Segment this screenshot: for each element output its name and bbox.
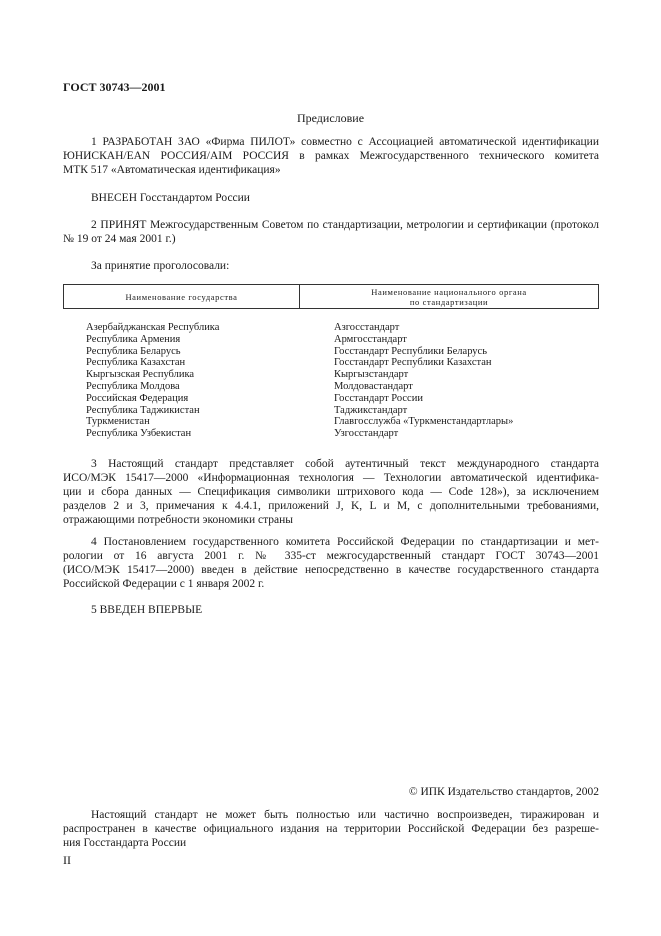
standards-body: Азгосстандарт bbox=[334, 322, 400, 333]
paragraph-line: За принятие проголосовали: bbox=[91, 260, 230, 272]
state-name: Республика Таджикистан bbox=[86, 404, 200, 416]
paragraph-line: 4 Постановлением государственного комитета Российской Федерации по стандартизации и мет- bbox=[91, 536, 599, 548]
column-header-org bbox=[300, 285, 598, 308]
paragraph-line: ИСО/МЭК 15417—2000 «Информационная технология — Технологии автоматической идентифика- bbox=[63, 472, 599, 484]
paragraph-developed bbox=[63, 135, 599, 177]
standards-body: Госстандарт России bbox=[334, 392, 423, 404]
table-row bbox=[86, 346, 606, 358]
paragraph-line: Настоящий стандарт не может быть полностью или частично воспроизведен, тиражирован и bbox=[91, 809, 599, 821]
vote-table-header bbox=[63, 284, 599, 309]
paragraph-line: 1 РАЗРАБОТАН ЗАО «Фирма ПИЛОТ» совместно с Ассоциацией автоматической идентификации bbox=[91, 136, 599, 148]
paragraph-line: 2 ПРИНЯТ Межгосударственным Советом по стандартизации, метрологии и сертификации (протокол bbox=[91, 219, 599, 231]
paragraph-line: ЮНИСКАН/EAN РОССИЯ/AIM РОССИЯ в рамках Межгосударственного технического комитета bbox=[63, 150, 599, 162]
table-row bbox=[86, 428, 606, 440]
paragraph-line: рологии от 16 августа 2001 г. № 335-ст межгосударственный стандарт ГОСТ 30743—2001 bbox=[63, 550, 599, 562]
standards-body: Таджикстандарт bbox=[334, 404, 408, 416]
table-row bbox=[86, 393, 606, 405]
paragraph-voted-for bbox=[63, 259, 599, 273]
vote-table-rows bbox=[86, 322, 606, 440]
state-name: Республика Молдова bbox=[86, 380, 180, 392]
paragraph-line: (ИСО/МЭК 15417—2000) введен в действие непосредственно в качестве государственного стандарта bbox=[63, 564, 599, 576]
paragraph-line: разделов 2 и 3, примечания к 4.4.1, приложений J, K, L и M, с дополнительными требованиями, bbox=[63, 500, 599, 512]
paragraph-line: Российской Федерации с 1 января 2002 г. bbox=[63, 578, 265, 590]
standards-body: Армгосстандарт bbox=[334, 333, 407, 345]
table-row bbox=[86, 405, 606, 417]
column-header-org-line: Наименование национального органа bbox=[371, 286, 527, 297]
standards-body: Главгосслужба «Туркменстандартлары» bbox=[334, 416, 514, 428]
paragraph-line: ции и сбора данных — Спецификация символики штрихового кода — Code 128»), за исключением bbox=[63, 486, 599, 498]
standards-body: Госстандарт Республики Беларусь bbox=[334, 345, 488, 357]
paragraph-line: ния Госстандарта России bbox=[63, 837, 187, 849]
reproduction-notice bbox=[63, 808, 599, 850]
paragraph-line: распространен в качестве официального издания на территории Российской Федерации без разреше- bbox=[63, 823, 599, 835]
paragraph-line: 5 ВВЕДЕН ВПЕРВЫЕ bbox=[91, 604, 203, 616]
standards-body: Узгосстандарт bbox=[334, 428, 399, 440]
paragraph-introduced bbox=[63, 191, 599, 205]
standards-body: Молдовастандарт bbox=[334, 380, 413, 392]
table-row bbox=[86, 369, 606, 381]
state-name: Российская Федерация bbox=[86, 392, 189, 404]
paragraph-line: 3 Настоящий стандарт представляет собой аутентичный текст международного стандарта bbox=[91, 458, 599, 470]
paragraph-line: № 19 от 24 мая 2001 г.) bbox=[63, 233, 176, 245]
table-row bbox=[86, 357, 606, 369]
table-row bbox=[86, 381, 606, 393]
column-header-state: Наименование государства bbox=[125, 291, 238, 302]
state-name: Республика Казахстан bbox=[86, 357, 186, 369]
standards-body: Госстандарт Республики Казахстан bbox=[334, 357, 492, 369]
standards-body: Кыргызстандарт bbox=[334, 369, 409, 381]
table-row bbox=[86, 322, 606, 334]
paragraph-resolution bbox=[63, 535, 599, 591]
document-header: ГОСТ 30743—2001 bbox=[63, 80, 166, 94]
paragraph-first-introduced bbox=[63, 603, 599, 617]
state-name: Кыргызская Республика bbox=[86, 369, 195, 381]
paragraph-adopted bbox=[63, 218, 599, 246]
column-header-org-line: по стандартизации bbox=[409, 296, 489, 307]
state-name: Республика Беларусь bbox=[86, 345, 181, 357]
preface-title: Предисловие bbox=[296, 111, 365, 125]
paragraph-line: ВНЕСЕН Госстандартом России bbox=[91, 192, 250, 204]
state-name: Туркменистан bbox=[86, 416, 150, 428]
state-name: Азербайджанская Республика bbox=[86, 322, 220, 333]
paragraph-line: отражающими потребности экономики страны bbox=[63, 514, 293, 526]
paragraph-line: МТК 517 «Автоматическая идентификация» bbox=[63, 164, 281, 176]
state-name: Республика Узбекистан bbox=[86, 428, 192, 440]
copyright-line: © ИПК Издательство стандартов, 2002 bbox=[408, 786, 599, 798]
table-row bbox=[86, 334, 606, 346]
paragraph-authentic-text bbox=[63, 457, 599, 527]
table-row bbox=[86, 416, 606, 428]
state-name: Республика Армения bbox=[86, 333, 181, 345]
page-number: II bbox=[63, 853, 71, 867]
